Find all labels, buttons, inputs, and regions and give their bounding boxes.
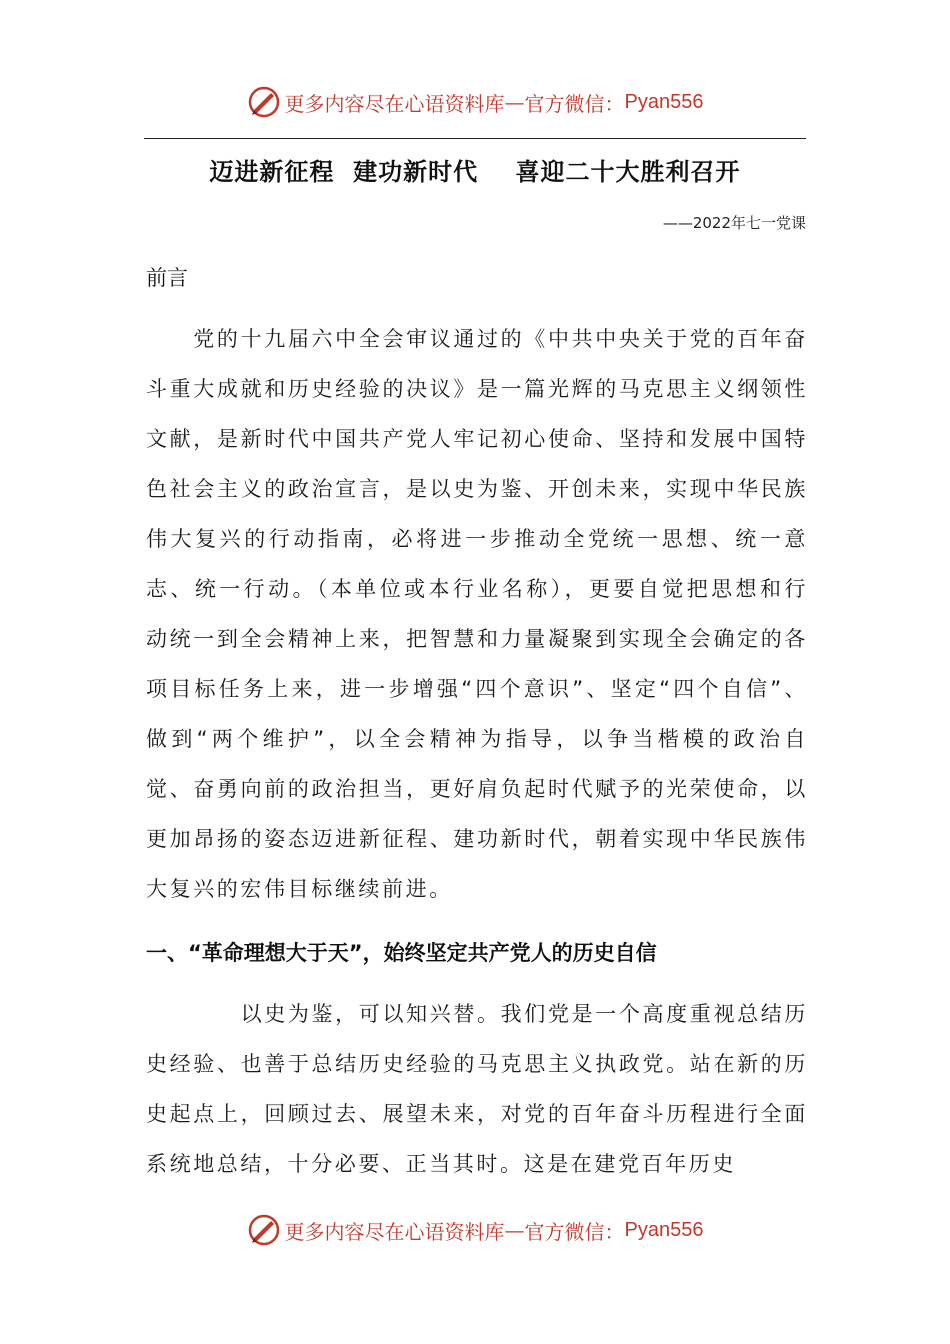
banner-wechat-label: 官方微信： bbox=[524, 91, 625, 116]
preface-heading: 前言 bbox=[146, 266, 188, 290]
header-rule bbox=[144, 138, 806, 139]
banner-wechat-id: Pyan556 bbox=[624, 90, 704, 113]
document-title: 迈进新征程 建功新时代 喜迎二十大胜利召开 bbox=[209, 158, 741, 186]
banner-text: 更多内容尽在心语资料库 bbox=[284, 91, 505, 116]
banner-wechat-id: Pyan556 bbox=[624, 1218, 704, 1241]
banner-wechat-label: 官方微信： bbox=[524, 1219, 625, 1244]
banner-text: 更多内容尽在心语资料库 bbox=[284, 1219, 505, 1244]
document-subtitle: ——2022年七一党课 bbox=[662, 214, 806, 232]
pen-logo-icon bbox=[247, 1213, 281, 1247]
banner-separator: — bbox=[504, 1218, 525, 1242]
pen-logo-icon bbox=[247, 85, 281, 119]
section-1-paragraph: 以史为鉴，可以知兴替。我们党是一个高度重视总结历史经验、也善于总结历史经验的马克思主义执政党。站在新的历史起点上，回顾过去、展望未来，对党的百年奋斗历程进行全面系统地总结，十分必要、正当其时。这是在建党百年历史 bbox=[146, 1002, 808, 1176]
top-banner bbox=[0, 80, 950, 124]
section-1-heading: 一、“革命理想大于天”，始终坚定共产党人的历史自信 bbox=[146, 941, 657, 965]
bottom-banner bbox=[0, 1208, 950, 1252]
preface-paragraph: 党的十九届六中全会审议通过的《中共中央关于党的百年奋斗重大成就和历史经验的决议》是一篇光辉的马克思主义纲领性文献，是新时代中国共产党人牢记初心使命、坚持和发展中国特色社会主义的政治宣言，是以史为鉴、开创未来，实现中华民族伟大复兴的行动指南，必将进一步推动全党统一思想、统一意志、统一行动。（本单位或本行业名称），更要自觉把思想和行动统一到全会精神上来，把智慧和力量凝聚到实现全会确定的各项目标任务上来，进一步增强“四个意识”、坚定“四个自信”、做到“两个维护”，以全会精神为指导，以争当楷模的政治自觉、奋勇向前的政治担当，更好肩负起时代赋予的光荣使命，以更加昂扬的姿态迈进新征程、建功新时代，朝着实现中华民族伟大复兴的宏伟目标继续前进。 bbox=[146, 327, 808, 901]
banner-separator: — bbox=[504, 90, 525, 114]
